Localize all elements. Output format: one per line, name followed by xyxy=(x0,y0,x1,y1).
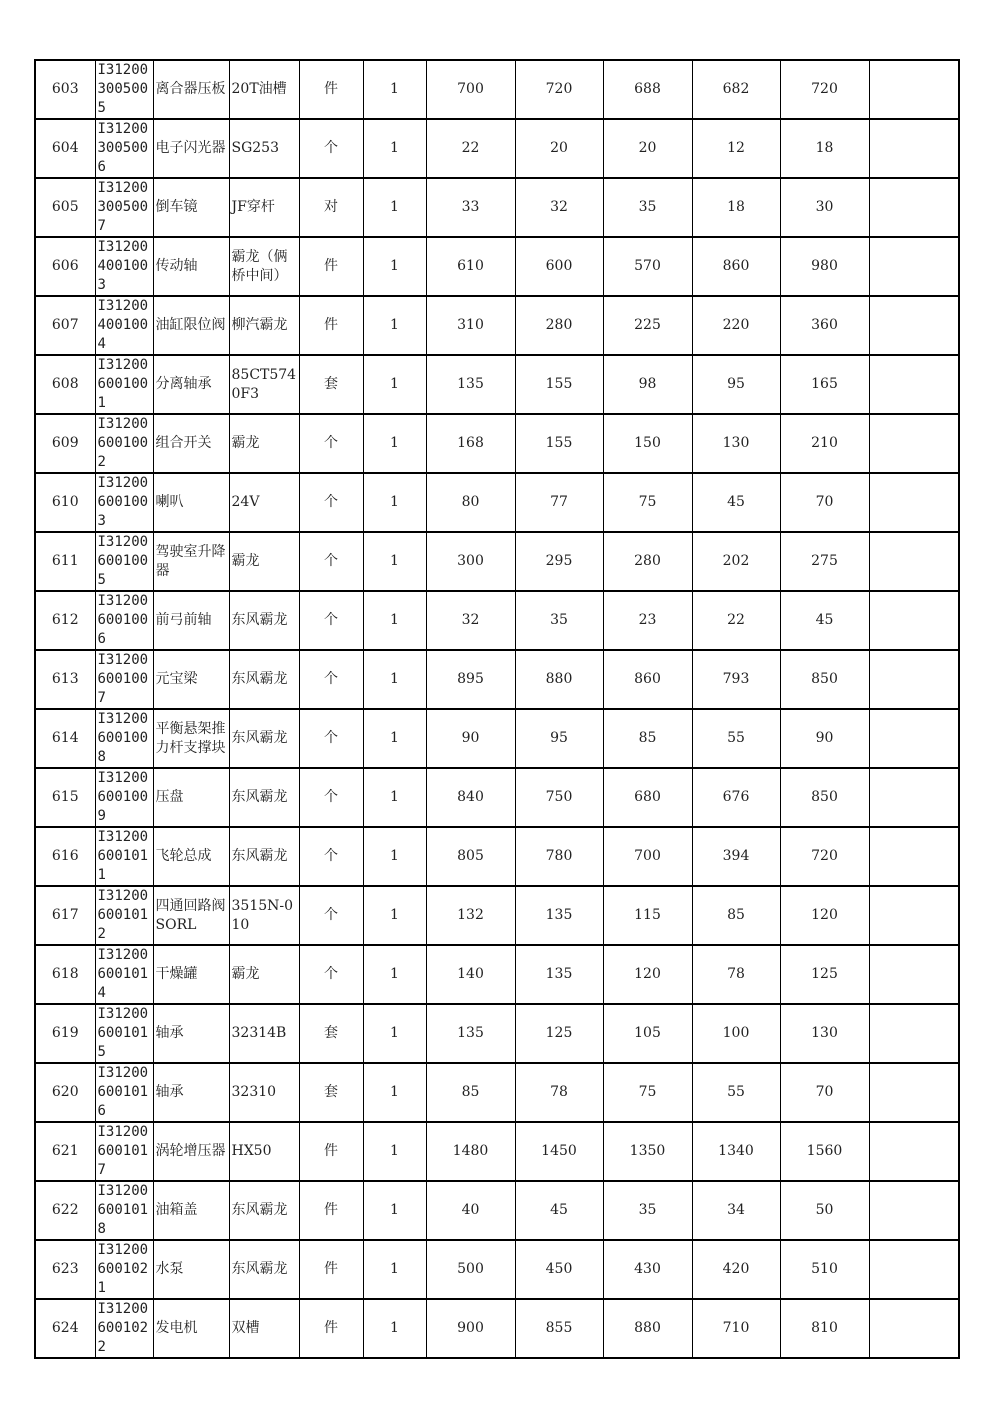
item-code: I312003005005 xyxy=(95,60,153,119)
price-2: 45 xyxy=(515,1181,603,1240)
item-quantity: 1 xyxy=(363,709,426,768)
item-spec: 霸龙 xyxy=(229,945,299,1004)
item-spec: 东风霸龙 xyxy=(229,1181,299,1240)
item-note xyxy=(869,827,959,886)
table-row xyxy=(35,1181,959,1240)
price-2: 280 xyxy=(515,296,603,355)
row-number: 606 xyxy=(35,237,95,296)
price-5: 130 xyxy=(780,1004,869,1063)
row-number: 620 xyxy=(35,1063,95,1122)
item-unit: 件 xyxy=(299,296,363,355)
item-name: 油箱盖 xyxy=(153,1181,229,1240)
price-5: 45 xyxy=(780,591,869,650)
item-unit: 个 xyxy=(299,945,363,1004)
item-quantity: 1 xyxy=(363,237,426,296)
item-code: I312006001012 xyxy=(95,886,153,945)
price-1: 895 xyxy=(426,650,515,709)
price-3: 98 xyxy=(603,355,692,414)
item-spec: JF穿杆 xyxy=(229,178,299,237)
price-5: 720 xyxy=(780,827,869,886)
price-4: 682 xyxy=(692,60,780,119)
price-1: 700 xyxy=(426,60,515,119)
item-name: 离合器压板 xyxy=(153,60,229,119)
item-unit: 件 xyxy=(299,1299,363,1358)
price-4: 100 xyxy=(692,1004,780,1063)
item-name: 水泵 xyxy=(153,1240,229,1299)
item-note xyxy=(869,886,959,945)
price-2: 855 xyxy=(515,1299,603,1358)
item-unit: 件 xyxy=(299,1181,363,1240)
item-spec: 东风霸龙 xyxy=(229,709,299,768)
price-2: 295 xyxy=(515,532,603,591)
item-spec: 东风霸龙 xyxy=(229,650,299,709)
row-number: 610 xyxy=(35,473,95,532)
price-4: 12 xyxy=(692,119,780,178)
item-spec: 东风霸龙 xyxy=(229,1240,299,1299)
price-1: 32 xyxy=(426,591,515,650)
item-unit: 件 xyxy=(299,1240,363,1299)
item-spec: 32310 xyxy=(229,1063,299,1122)
item-name: 飞轮总成 xyxy=(153,827,229,886)
price-4: 860 xyxy=(692,237,780,296)
table-row xyxy=(35,827,959,886)
price-4: 45 xyxy=(692,473,780,532)
row-number: 617 xyxy=(35,886,95,945)
price-3: 75 xyxy=(603,1063,692,1122)
price-3: 105 xyxy=(603,1004,692,1063)
item-unit: 个 xyxy=(299,709,363,768)
item-code: I312006001017 xyxy=(95,1122,153,1181)
price-3: 280 xyxy=(603,532,692,591)
item-note xyxy=(869,709,959,768)
item-quantity: 1 xyxy=(363,591,426,650)
row-number: 618 xyxy=(35,945,95,1004)
item-spec: 85CT5740F3 xyxy=(229,355,299,414)
row-number: 604 xyxy=(35,119,95,178)
price-2: 780 xyxy=(515,827,603,886)
item-name: 喇叭 xyxy=(153,473,229,532)
price-5: 125 xyxy=(780,945,869,1004)
price-5: 70 xyxy=(780,473,869,532)
item-quantity: 1 xyxy=(363,768,426,827)
price-2: 20 xyxy=(515,119,603,178)
item-quantity: 1 xyxy=(363,650,426,709)
price-1: 840 xyxy=(426,768,515,827)
item-code: I312006001001 xyxy=(95,355,153,414)
item-unit: 对 xyxy=(299,178,363,237)
item-name: 轴承 xyxy=(153,1063,229,1122)
parts-price-sheet xyxy=(34,59,958,1359)
table-row xyxy=(35,1299,959,1358)
item-spec: 霸龙（俩桥中间） xyxy=(229,237,299,296)
row-number: 624 xyxy=(35,1299,95,1358)
price-2: 135 xyxy=(515,886,603,945)
item-quantity: 1 xyxy=(363,1004,426,1063)
price-1: 500 xyxy=(426,1240,515,1299)
row-number: 605 xyxy=(35,178,95,237)
price-5: 210 xyxy=(780,414,869,473)
item-spec: 柳汽霸龙 xyxy=(229,296,299,355)
price-3: 150 xyxy=(603,414,692,473)
item-code: I312004001003 xyxy=(95,237,153,296)
item-note xyxy=(869,650,959,709)
price-2: 600 xyxy=(515,237,603,296)
item-quantity: 1 xyxy=(363,1240,426,1299)
price-4: 78 xyxy=(692,945,780,1004)
item-quantity: 1 xyxy=(363,886,426,945)
price-2: 720 xyxy=(515,60,603,119)
price-1: 168 xyxy=(426,414,515,473)
price-3: 75 xyxy=(603,473,692,532)
price-4: 55 xyxy=(692,709,780,768)
item-unit: 套 xyxy=(299,355,363,414)
parts-price-table xyxy=(34,59,960,1359)
price-5: 510 xyxy=(780,1240,869,1299)
price-5: 275 xyxy=(780,532,869,591)
price-1: 300 xyxy=(426,532,515,591)
item-unit: 个 xyxy=(299,119,363,178)
price-1: 33 xyxy=(426,178,515,237)
item-name: 分离轴承 xyxy=(153,355,229,414)
row-number: 613 xyxy=(35,650,95,709)
item-name: 倒车镜 xyxy=(153,178,229,237)
table-row xyxy=(35,650,959,709)
item-note xyxy=(869,945,959,1004)
item-unit: 个 xyxy=(299,827,363,886)
item-note xyxy=(869,296,959,355)
table-row xyxy=(35,119,959,178)
price-5: 30 xyxy=(780,178,869,237)
price-2: 155 xyxy=(515,355,603,414)
item-quantity: 1 xyxy=(363,1181,426,1240)
item-unit: 件 xyxy=(299,60,363,119)
item-spec: 东风霸龙 xyxy=(229,768,299,827)
item-code: I312003005006 xyxy=(95,119,153,178)
table-row xyxy=(35,1063,959,1122)
item-note xyxy=(869,355,959,414)
price-5: 360 xyxy=(780,296,869,355)
price-1: 805 xyxy=(426,827,515,886)
price-5: 850 xyxy=(780,768,869,827)
item-note xyxy=(869,1181,959,1240)
item-note xyxy=(869,414,959,473)
price-4: 710 xyxy=(692,1299,780,1358)
item-name: 四通回路阀SORL xyxy=(153,886,229,945)
table-row xyxy=(35,60,959,119)
price-2: 450 xyxy=(515,1240,603,1299)
price-4: 95 xyxy=(692,355,780,414)
item-spec: 霸龙 xyxy=(229,532,299,591)
item-name: 元宝梁 xyxy=(153,650,229,709)
item-code: I312006001006 xyxy=(95,591,153,650)
price-3: 430 xyxy=(603,1240,692,1299)
price-5: 18 xyxy=(780,119,869,178)
row-number: 623 xyxy=(35,1240,95,1299)
price-4: 18 xyxy=(692,178,780,237)
item-quantity: 1 xyxy=(363,473,426,532)
item-code: I312003005007 xyxy=(95,178,153,237)
price-3: 35 xyxy=(603,178,692,237)
price-2: 32 xyxy=(515,178,603,237)
item-unit: 个 xyxy=(299,532,363,591)
table-row xyxy=(35,355,959,414)
price-5: 50 xyxy=(780,1181,869,1240)
price-3: 225 xyxy=(603,296,692,355)
item-code: I312006001002 xyxy=(95,414,153,473)
item-note xyxy=(869,1299,959,1358)
price-5: 850 xyxy=(780,650,869,709)
price-5: 120 xyxy=(780,886,869,945)
item-name: 平衡悬架推力杆支撑块 xyxy=(153,709,229,768)
row-number: 611 xyxy=(35,532,95,591)
price-1: 132 xyxy=(426,886,515,945)
row-number: 612 xyxy=(35,591,95,650)
table-row xyxy=(35,237,959,296)
item-unit: 个 xyxy=(299,473,363,532)
price-3: 1350 xyxy=(603,1122,692,1181)
price-1: 90 xyxy=(426,709,515,768)
item-code: I312006001011 xyxy=(95,827,153,886)
item-code: I312006001003 xyxy=(95,473,153,532)
item-name: 传动轴 xyxy=(153,237,229,296)
row-number: 622 xyxy=(35,1181,95,1240)
item-name: 电子闪光器 xyxy=(153,119,229,178)
price-5: 980 xyxy=(780,237,869,296)
price-3: 880 xyxy=(603,1299,692,1358)
item-spec: 20T油槽 xyxy=(229,60,299,119)
item-name: 组合开关 xyxy=(153,414,229,473)
price-2: 95 xyxy=(515,709,603,768)
item-unit: 个 xyxy=(299,414,363,473)
price-3: 120 xyxy=(603,945,692,1004)
price-4: 202 xyxy=(692,532,780,591)
table-row xyxy=(35,178,959,237)
table-row xyxy=(35,945,959,1004)
item-quantity: 1 xyxy=(363,60,426,119)
price-3: 20 xyxy=(603,119,692,178)
row-number: 609 xyxy=(35,414,95,473)
item-name: 轴承 xyxy=(153,1004,229,1063)
item-code: I312006001022 xyxy=(95,1299,153,1358)
price-2: 155 xyxy=(515,414,603,473)
item-quantity: 1 xyxy=(363,178,426,237)
price-1: 40 xyxy=(426,1181,515,1240)
item-code: I312004001004 xyxy=(95,296,153,355)
price-2: 880 xyxy=(515,650,603,709)
table-row xyxy=(35,886,959,945)
item-quantity: 1 xyxy=(363,945,426,1004)
item-quantity: 1 xyxy=(363,1063,426,1122)
item-unit: 件 xyxy=(299,237,363,296)
price-1: 85 xyxy=(426,1063,515,1122)
item-unit: 个 xyxy=(299,591,363,650)
item-name: 前弓前轴 xyxy=(153,591,229,650)
item-name: 涡轮增压器 xyxy=(153,1122,229,1181)
price-5: 720 xyxy=(780,60,869,119)
item-unit: 个 xyxy=(299,768,363,827)
price-3: 23 xyxy=(603,591,692,650)
item-quantity: 1 xyxy=(363,532,426,591)
item-note xyxy=(869,473,959,532)
price-1: 80 xyxy=(426,473,515,532)
item-unit: 件 xyxy=(299,1122,363,1181)
item-note xyxy=(869,60,959,119)
item-note xyxy=(869,591,959,650)
price-3: 860 xyxy=(603,650,692,709)
item-spec: 东风霸龙 xyxy=(229,591,299,650)
price-5: 165 xyxy=(780,355,869,414)
item-note xyxy=(869,768,959,827)
price-4: 220 xyxy=(692,296,780,355)
table-row xyxy=(35,591,959,650)
table-row xyxy=(35,296,959,355)
item-spec: 双槽 xyxy=(229,1299,299,1358)
price-5: 1560 xyxy=(780,1122,869,1181)
price-3: 115 xyxy=(603,886,692,945)
price-5: 90 xyxy=(780,709,869,768)
table-body xyxy=(35,60,959,1358)
table-row xyxy=(35,473,959,532)
item-unit: 套 xyxy=(299,1063,363,1122)
item-note xyxy=(869,532,959,591)
price-2: 750 xyxy=(515,768,603,827)
item-note xyxy=(869,178,959,237)
row-number: 603 xyxy=(35,60,95,119)
price-4: 394 xyxy=(692,827,780,886)
item-unit: 个 xyxy=(299,886,363,945)
price-5: 810 xyxy=(780,1299,869,1358)
price-4: 55 xyxy=(692,1063,780,1122)
price-3: 688 xyxy=(603,60,692,119)
price-2: 77 xyxy=(515,473,603,532)
item-quantity: 1 xyxy=(363,1299,426,1358)
item-quantity: 1 xyxy=(363,355,426,414)
item-code: I312006001018 xyxy=(95,1181,153,1240)
row-number: 607 xyxy=(35,296,95,355)
item-note xyxy=(869,1063,959,1122)
item-quantity: 1 xyxy=(363,1122,426,1181)
item-quantity: 1 xyxy=(363,119,426,178)
item-name: 发电机 xyxy=(153,1299,229,1358)
item-spec: 32314B xyxy=(229,1004,299,1063)
item-note xyxy=(869,1122,959,1181)
price-1: 610 xyxy=(426,237,515,296)
price-1: 900 xyxy=(426,1299,515,1358)
price-1: 1480 xyxy=(426,1122,515,1181)
item-note xyxy=(869,1240,959,1299)
item-code: I312006001005 xyxy=(95,532,153,591)
item-name: 油缸限位阀 xyxy=(153,296,229,355)
table-row xyxy=(35,768,959,827)
item-code: I312006001009 xyxy=(95,768,153,827)
table-row xyxy=(35,1122,959,1181)
item-code: I312006001015 xyxy=(95,1004,153,1063)
table-row xyxy=(35,1240,959,1299)
price-1: 140 xyxy=(426,945,515,1004)
row-number: 616 xyxy=(35,827,95,886)
item-name: 干燥罐 xyxy=(153,945,229,1004)
price-2: 78 xyxy=(515,1063,603,1122)
item-quantity: 1 xyxy=(363,296,426,355)
item-name: 驾驶室升降器 xyxy=(153,532,229,591)
price-1: 22 xyxy=(426,119,515,178)
item-spec: HX50 xyxy=(229,1122,299,1181)
row-number: 621 xyxy=(35,1122,95,1181)
table-row xyxy=(35,1004,959,1063)
item-note xyxy=(869,1004,959,1063)
price-4: 1340 xyxy=(692,1122,780,1181)
item-quantity: 1 xyxy=(363,827,426,886)
price-4: 22 xyxy=(692,591,780,650)
row-number: 614 xyxy=(35,709,95,768)
price-5: 70 xyxy=(780,1063,869,1122)
item-name: 压盘 xyxy=(153,768,229,827)
item-code: I312006001016 xyxy=(95,1063,153,1122)
row-number: 615 xyxy=(35,768,95,827)
price-3: 35 xyxy=(603,1181,692,1240)
price-1: 135 xyxy=(426,355,515,414)
price-3: 680 xyxy=(603,768,692,827)
price-4: 85 xyxy=(692,886,780,945)
price-3: 570 xyxy=(603,237,692,296)
item-note xyxy=(869,119,959,178)
price-3: 85 xyxy=(603,709,692,768)
table-row xyxy=(35,709,959,768)
item-code: I312006001014 xyxy=(95,945,153,1004)
item-quantity: 1 xyxy=(363,414,426,473)
item-unit: 个 xyxy=(299,650,363,709)
item-code: I312006001021 xyxy=(95,1240,153,1299)
item-code: I312006001008 xyxy=(95,709,153,768)
price-4: 34 xyxy=(692,1181,780,1240)
price-4: 130 xyxy=(692,414,780,473)
price-1: 310 xyxy=(426,296,515,355)
table-row xyxy=(35,532,959,591)
price-2: 135 xyxy=(515,945,603,1004)
item-code: I312006001007 xyxy=(95,650,153,709)
price-3: 700 xyxy=(603,827,692,886)
price-1: 135 xyxy=(426,1004,515,1063)
item-spec: 24V xyxy=(229,473,299,532)
price-4: 420 xyxy=(692,1240,780,1299)
item-unit: 套 xyxy=(299,1004,363,1063)
price-2: 125 xyxy=(515,1004,603,1063)
table-row xyxy=(35,414,959,473)
price-4: 793 xyxy=(692,650,780,709)
price-2: 35 xyxy=(515,591,603,650)
item-spec: 东风霸龙 xyxy=(229,827,299,886)
item-note xyxy=(869,237,959,296)
item-spec: 霸龙 xyxy=(229,414,299,473)
price-2: 1450 xyxy=(515,1122,603,1181)
price-4: 676 xyxy=(692,768,780,827)
row-number: 608 xyxy=(35,355,95,414)
item-spec: SG253 xyxy=(229,119,299,178)
row-number: 619 xyxy=(35,1004,95,1063)
item-spec: 3515N-010 xyxy=(229,886,299,945)
